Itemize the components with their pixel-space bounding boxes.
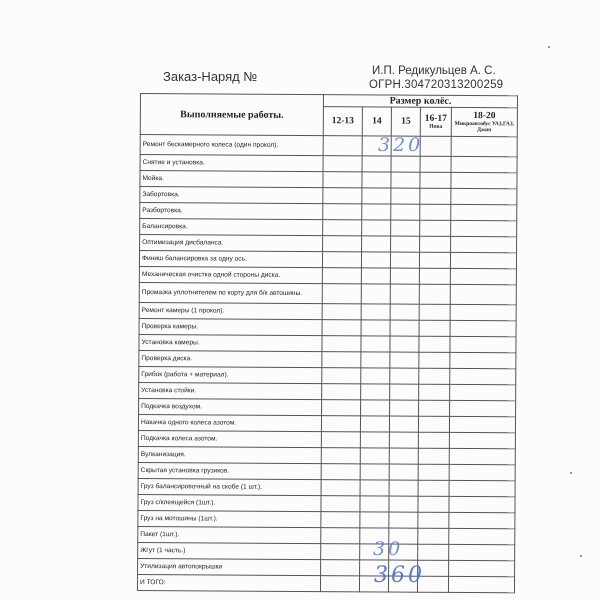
price-cell — [321, 480, 360, 496]
price-cell — [419, 320, 450, 336]
service-name: Снятие и установка. — [140, 155, 323, 172]
company-name: И.П. Редикульцев А. С. — [372, 65, 496, 77]
price-cell — [322, 368, 361, 384]
service-name: Проверка диска. — [139, 350, 322, 367]
price-cell — [321, 560, 360, 576]
price-cell — [361, 284, 390, 304]
price-cell — [450, 400, 516, 416]
price-cell — [323, 172, 362, 188]
price-cell — [449, 560, 515, 576]
price-cell — [362, 236, 391, 252]
price-cell — [389, 448, 418, 464]
service-name: Механическая очистка одной стороны диска. — [139, 266, 322, 283]
price-cell — [390, 268, 419, 284]
price-cell — [451, 236, 517, 252]
service-name: И ТОГО: — [137, 574, 320, 591]
price-cell — [418, 416, 449, 432]
price-cell — [391, 204, 420, 220]
price-cell — [450, 284, 516, 304]
price-cell — [360, 416, 389, 432]
service-name: Балансировка. — [140, 219, 323, 236]
price-cell — [322, 336, 361, 352]
service-name: Проверка камеры. — [139, 318, 322, 335]
price-cell — [418, 432, 449, 448]
price-cell — [361, 400, 390, 416]
price-cell — [419, 384, 450, 400]
service-name: Жгут (1 часть.) — [138, 542, 321, 559]
price-cell — [322, 384, 361, 400]
price-cell — [449, 448, 515, 464]
price-cell — [323, 188, 362, 204]
service-name: Накачка одного колеса азотом. — [138, 414, 321, 431]
price-cell — [362, 172, 391, 188]
price-cell — [389, 496, 418, 512]
price-cell — [322, 304, 361, 320]
price-cell — [322, 284, 361, 304]
price-cell — [360, 464, 389, 480]
service-name: Груз с/клеящейся (1шт.). — [138, 494, 321, 511]
price-cell — [418, 464, 449, 480]
price-cell — [451, 204, 517, 220]
price-cell — [389, 560, 418, 576]
service-name: Оптимизация дисбаланса. — [140, 235, 323, 252]
handwritten-total: 360 — [374, 563, 425, 588]
price-cell — [449, 544, 515, 560]
price-cell — [360, 560, 389, 576]
price-cell — [361, 336, 390, 352]
service-name: Ремонт камеры (1 прокол). — [139, 302, 322, 319]
price-cell — [391, 136, 420, 156]
price-cell — [321, 416, 360, 432]
service-name: Установка стойки. — [139, 382, 322, 399]
price-cell — [390, 384, 419, 400]
price-cell — [359, 576, 388, 592]
price-cell — [419, 284, 450, 304]
price-cell — [390, 368, 419, 384]
services-table — [137, 93, 518, 593]
scan-speck — [570, 472, 572, 474]
price-cell — [360, 528, 389, 544]
price-cell — [451, 188, 517, 204]
price-cell — [323, 156, 362, 172]
price-cell — [390, 336, 419, 352]
price-cell — [419, 304, 450, 320]
price-cell — [420, 136, 451, 156]
price-cell — [390, 304, 419, 320]
price-cell — [419, 336, 450, 352]
price-cell — [449, 480, 515, 496]
price-cell — [360, 496, 389, 512]
form-title: Заказ-Наряд № — [163, 69, 258, 84]
price-cell — [322, 352, 361, 368]
price-cell — [389, 528, 418, 544]
price-cell — [361, 384, 390, 400]
size-column-header: 15 — [391, 107, 420, 136]
price-cell — [390, 320, 419, 336]
handwritten-price-repair: 320 — [378, 134, 424, 156]
service-name: Подкачка колеса азотом. — [138, 430, 321, 447]
price-cell — [389, 464, 418, 480]
price-cell — [418, 496, 449, 512]
price-cell — [420, 172, 451, 188]
scan-speck — [548, 46, 550, 48]
service-name: Мойка. — [140, 171, 323, 188]
price-cell — [321, 464, 360, 480]
price-cell — [322, 252, 361, 268]
price-cell — [420, 188, 451, 204]
price-cell — [323, 220, 362, 236]
scan-speck — [580, 555, 582, 557]
price-cell — [449, 416, 515, 432]
price-cell — [360, 448, 389, 464]
price-cell — [391, 156, 420, 172]
price-cell — [451, 172, 517, 188]
price-cell — [449, 512, 515, 528]
service-name: Вулканизация. — [138, 446, 321, 463]
table-row — [137, 574, 514, 592]
price-cell — [360, 480, 389, 496]
company-ogrn: ОГРН.304720313200259 — [369, 79, 504, 91]
price-cell — [321, 448, 360, 464]
size-column-header: 14 — [362, 107, 391, 136]
size-column-header: 16-17 Нива — [420, 108, 451, 137]
service-name: Груз на мотошины (1шт.). — [138, 510, 321, 527]
price-cell — [389, 416, 418, 432]
price-cell — [449, 496, 515, 512]
price-cell — [322, 320, 361, 336]
service-name: Забортовка. — [140, 187, 323, 204]
works-column-header: Выполняемые работы. — [140, 94, 323, 136]
price-cell — [390, 352, 419, 368]
price-cell — [420, 204, 451, 220]
price-cell — [362, 204, 391, 220]
service-name: Пакет (1шт.). — [138, 526, 321, 543]
price-cell — [420, 236, 451, 252]
service-name: Ремонт бескамерного колеса (один прокол). — [140, 135, 323, 156]
price-cell — [360, 544, 389, 560]
price-cell — [390, 284, 419, 304]
price-cell — [419, 268, 450, 284]
price-cell — [391, 172, 420, 188]
price-cell — [321, 512, 360, 528]
price-cell — [388, 576, 417, 592]
price-cell — [418, 528, 449, 544]
price-cell — [362, 188, 391, 204]
price-cell — [360, 432, 389, 448]
price-cell — [418, 448, 449, 464]
service-name: Установка камеры. — [139, 334, 322, 351]
services-table-wrapper — [137, 93, 517, 590]
size-column-header: 12-13 — [323, 107, 362, 136]
price-cell — [362, 220, 391, 236]
price-cell — [391, 188, 420, 204]
price-cell — [321, 544, 360, 560]
service-name: Груз балансировочный на скобе (1 шт.). — [138, 478, 321, 495]
price-cell — [450, 268, 516, 284]
price-cell — [361, 252, 390, 268]
price-cell — [448, 576, 514, 592]
price-cell — [362, 136, 391, 156]
price-cell — [390, 400, 419, 416]
service-name: Скрытая установка грузиков. — [138, 462, 321, 479]
price-cell — [321, 432, 360, 448]
price-cell — [450, 384, 516, 400]
price-cell — [361, 268, 390, 284]
price-cell — [322, 400, 361, 416]
price-cell — [449, 464, 515, 480]
table-row — [139, 282, 516, 304]
price-cell — [450, 368, 516, 384]
price-cell — [450, 352, 516, 368]
price-cell — [362, 156, 391, 172]
price-cell — [321, 496, 360, 512]
company-info — [369, 64, 504, 92]
price-cell — [419, 400, 450, 416]
price-cell — [418, 544, 449, 560]
price-cell — [361, 304, 390, 320]
price-cell — [361, 352, 390, 368]
handwritten-price-utilization: 30 — [373, 538, 404, 560]
price-cell — [323, 136, 362, 156]
table-row — [140, 135, 517, 157]
service-name: Промазка уплотнителем по корту для б/к автошины. — [139, 282, 322, 303]
price-cell — [361, 368, 390, 384]
price-cell — [391, 236, 420, 252]
price-cell — [450, 336, 516, 352]
price-cell — [360, 512, 389, 528]
price-cell — [391, 220, 420, 236]
service-name: Утилизация автопокрышки — [138, 558, 321, 575]
price-cell — [321, 528, 360, 544]
price-cell — [322, 268, 361, 284]
service-name: Финиш балансировка за одну ось. — [139, 251, 322, 268]
size-column-header: 18-20 Микроавтобус УАЗ,ГАЗ, Джип — [451, 108, 517, 137]
price-cell — [320, 576, 359, 592]
price-cell — [419, 368, 450, 384]
wheel-size-header: Размер колёс. — [323, 95, 517, 108]
price-cell — [389, 480, 418, 496]
price-cell — [417, 576, 448, 592]
price-cell — [418, 560, 449, 576]
price-cell — [389, 432, 418, 448]
price-cell — [419, 252, 450, 268]
price-cell — [420, 220, 451, 236]
price-cell — [323, 204, 362, 220]
price-cell — [323, 236, 362, 252]
price-cell — [451, 220, 517, 236]
price-cell — [449, 432, 515, 448]
service-name: Грибок (работа + материал). — [139, 366, 322, 383]
price-cell — [450, 320, 516, 336]
price-cell — [390, 252, 419, 268]
price-cell — [361, 320, 390, 336]
price-cell — [389, 512, 418, 528]
price-cell — [389, 544, 418, 560]
price-cell — [419, 352, 450, 368]
service-name: Подкачка воздухом. — [139, 398, 322, 415]
price-cell — [451, 156, 517, 172]
price-cell — [449, 528, 515, 544]
price-cell — [451, 136, 517, 156]
price-cell — [450, 252, 516, 268]
service-name: Разбортовка. — [140, 203, 323, 220]
price-cell — [418, 512, 449, 528]
price-cell — [420, 156, 451, 172]
price-cell — [418, 480, 449, 496]
price-cell — [450, 304, 516, 320]
